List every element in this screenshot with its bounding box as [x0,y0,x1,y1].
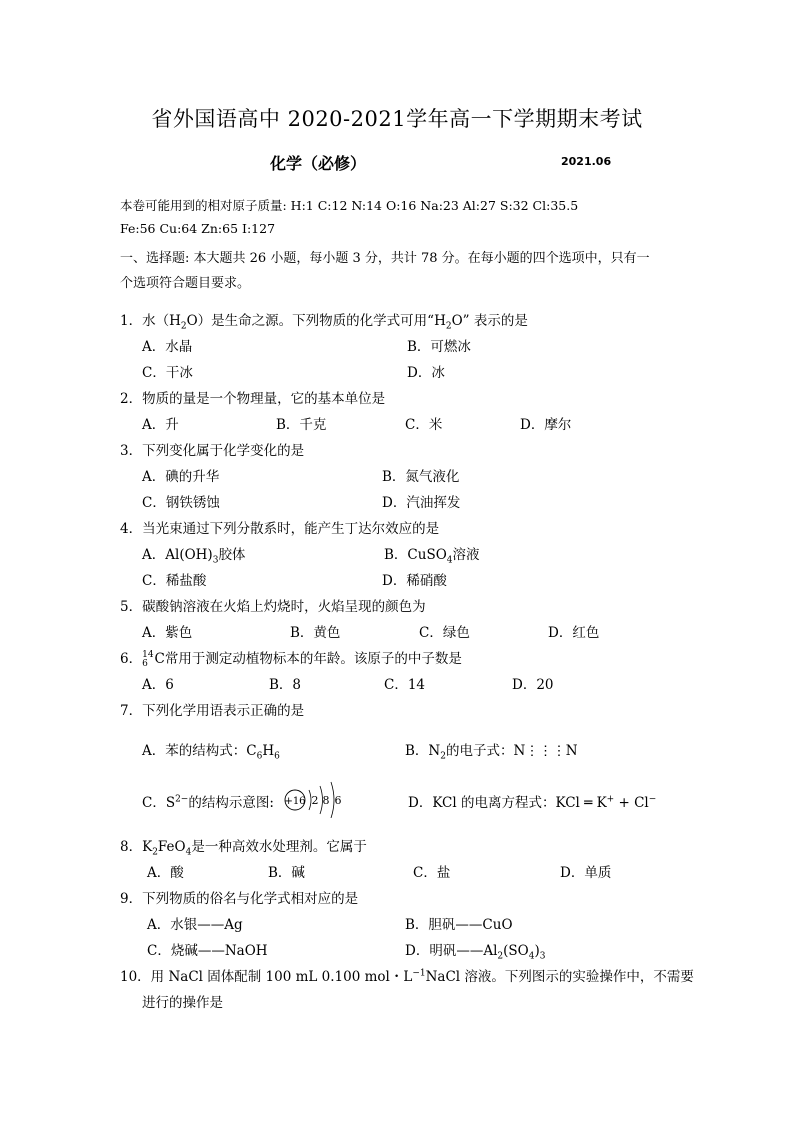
atomic-masses-line-1: 本卷可能用到的相对原子质量: H:1 C:12 N:14 O:16 Na:23 Al:27 S:32 Cl:35.5 [120,198,579,213]
question-5-option-b[interactable]: B．黄色 [290,625,341,641]
question-2-option-c[interactable]: C．米 [405,417,443,433]
exam-date: 2021.06 [561,155,612,168]
question-3-option-d[interactable]: D．汽油挥发 [382,495,461,511]
section-instructions-line-1: 一、选择题: 本大题共 26 小题，每小题 3 分，共计 78 分。在每小题的四个选项中，只有一 [120,251,650,266]
atomic-masses-line-2: Fe:56 Cu:64 Zn:65 I:127 [120,221,276,236]
question-4-option-b[interactable]: B．CuSO$_4$溶液 [384,547,480,566]
question-7-option-d[interactable]: D．KCl 的电离方程式：KCl ═ K+ + Cl− [408,794,657,811]
question-3-option-c[interactable]: C．钢铁锈蚀 [142,495,220,511]
question-6-option-a[interactable]: A．6 [142,677,174,693]
question-3-stem: 3．下列变化属于化学变化的是 [120,443,305,459]
question-10-stem-line-1: 10．用 NaCl 固体配制 100 mL 0.100 mol・$L^{-1}NaCl$ 溶液。下列图示的实验操作中，不需要 [120,968,694,985]
question-5-option-d[interactable]: D．红色 [548,625,600,641]
question-9-stem: 9．下列物质的俗名与化学式相对应的是 [120,891,359,907]
question-9-option-a[interactable]: A．水银——Ag [147,917,243,933]
question-4-stem: 4．当光束通过下列分散系时，能产生丁达尔效应的是 [120,521,440,537]
question-4-option-d[interactable]: D．稀硝酸 [382,573,447,589]
nuclide-notation: 14 6 [142,649,154,669]
sulfide-ion-structure-diagram [283,776,353,818]
question-5-option-c[interactable]: C．绿色 [419,625,470,641]
question-6-option-d[interactable]: D．20 [512,677,554,693]
question-9-option-b[interactable]: B．胆矾——CuO [405,917,513,933]
question-1-option-b[interactable]: B．可燃冰 [407,339,471,355]
question-8-stem: 8．$K_2FeO_4$是一种高效水处理剂。它属于 [120,839,367,858]
question-1-option-c[interactable]: C．干冰 [142,365,193,381]
shell-3-electrons: 6 [334,794,342,807]
question-7-option-c[interactable]: C．$S^{2-}$的结构示意图: [142,794,274,811]
question-9-option-c[interactable]: C．烧碱——NaOH [147,943,268,959]
question-2-option-a[interactable]: A．升 [142,417,179,433]
exam-subtitle: 化学（必修） [270,154,367,173]
question-5-option-a[interactable]: A．紫色 [142,625,193,641]
exam-title: 省外国语高中 2020-2021学年高一下学期期末考试 [151,107,643,131]
question-10-stem-line-2: 进行的操作是 [142,995,223,1011]
question-2-option-b[interactable]: B．千克 [276,417,327,433]
question-5-stem: 5．碳酸钠溶液在火焰上灼烧时，火焰呈现的颜色为 [120,599,426,615]
question-8-option-d[interactable]: D．单质 [560,865,612,881]
question-3-option-a[interactable]: A．碘的升华 [142,469,220,485]
question-4-option-c[interactable]: C．稀盐酸 [142,573,207,589]
question-1-option-d[interactable]: D．冰 [407,365,445,381]
section-instructions-line-2: 个选项符合题目要求。 [120,276,251,291]
question-1-stem: 1．水$(H_2O)$是生命之源。下列物质的化学式可用“$H_2O$” 表示的是 [120,313,528,332]
question-6-stem: 6． 14 6 C常用于测定动植物标本的年龄。该原子的中子数是 [120,649,462,669]
question-4-option-a[interactable]: A．$Al(OH)_3$胶体 [142,547,246,566]
question-8-option-b[interactable]: B．碱 [268,865,305,881]
question-6-option-b[interactable]: B．8 [269,677,302,693]
question-7-stem: 7．下列化学用语表示正确的是 [120,703,305,719]
question-8-option-c[interactable]: C．盐 [413,865,451,881]
shell-2-electrons: 8 [322,794,330,807]
question-9-option-d[interactable]: D．明矾$——Al_2(SO_4)_3$ [405,943,546,962]
question-1-option-a[interactable]: A．水晶 [142,339,193,355]
question-6-option-c[interactable]: C．14 [384,677,426,693]
question-8-option-a[interactable]: A．酸 [147,865,184,881]
question-3-option-b[interactable]: B．氮气液化 [382,469,460,485]
nucleus-charge: +16 [284,796,306,807]
question-2-stem: 2．物质的量是一个物理量，它的基本单位是 [120,391,386,407]
question-2-option-d[interactable]: D．摩尔 [520,417,572,433]
question-7-option-a[interactable]: A．苯的结构式：$C_6H_6$ [142,743,280,762]
shell-1-electrons: 2 [311,794,319,807]
question-7-option-b[interactable]: B．$N_2$的电子式：N⋮⋮⋮N [405,743,578,762]
